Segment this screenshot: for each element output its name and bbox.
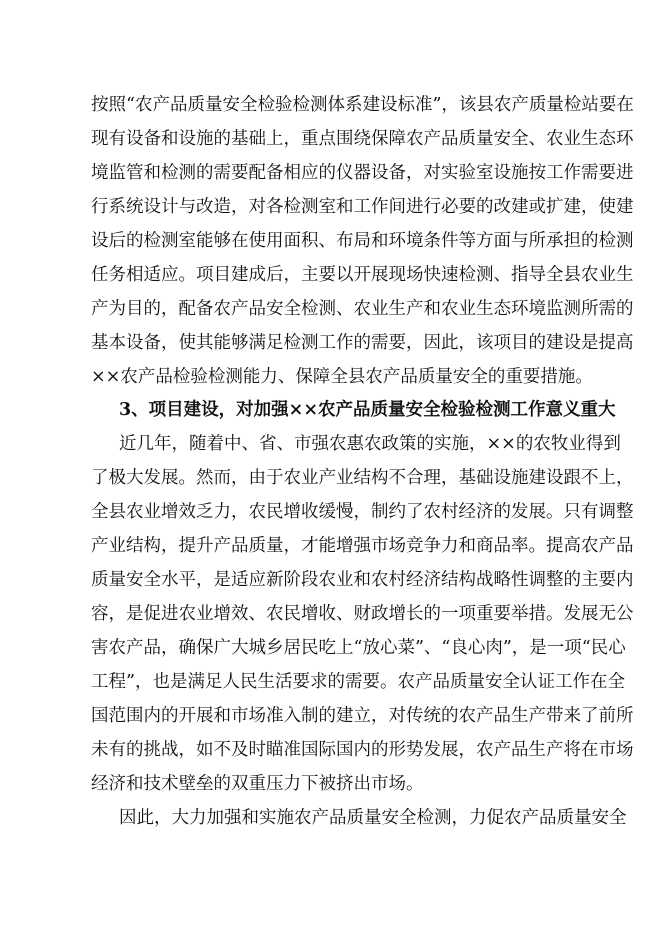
paragraph-line: 设后的检测室能够在使用面积、布局和环境条件等方面与所承担的检测 [91,231,634,251]
paragraph-line: 现有设备和设施的基础上，重点围绕保障农产品质量安全、农业生态环 [91,129,634,149]
paragraph-line: 行系统设计与改造，对各检测室和工作间进行必要的改建或扩建，使建 [91,197,634,217]
paragraph-line: 近几年，随着中、省、市强农惠农政策的实施，××的农牧业得到 [119,434,621,454]
paragraph-line: 质量安全水平，是适应新阶段农业和农村经济结构战略性调整的主要内 [91,570,634,590]
paragraph-line: 未有的挑战，如不及时瞄准国际国内的形势发展，农产品生产将在市场 [91,740,634,760]
paragraph-line: 全县农业增效乏力，农民增收缓慢，制约了农村经济的发展。只有调整 [91,502,634,522]
paragraph-line: 按照“农产品质量安全检验检测体系建设标准”，该县农产质量检站要在 [91,95,634,115]
paragraph-line: 产为目的，配备农产品安全检测、农业生产和农业生态环境监测所需的 [91,299,634,319]
paragraph-line: 境监管和检测的需要配备相应的仪器设备，对实验室设施按工作需要进 [91,163,634,183]
paragraph-line: ××农产品检验检测能力、保障全县农产品质量安全的重要措施。 [91,367,593,387]
paragraph-line: 容，是促进农业增效、农民增收、财政增长的一项重要举措。发展无公 [91,604,634,624]
paragraph-line: 基本设备，使其能够满足检测工作的需要，因此，该项目的建设是提高 [91,333,634,353]
paragraph-line: 任务相适应。项目建成后，主要以开展现场快速检测、指导全县农业生 [91,265,634,285]
section-heading: 3、项目建设，对加强××农产品质量安全检验检测工作意义重大 [119,400,616,420]
paragraph-line: 国范围内的开展和市场准入制的建立，对传统的农产品生产带来了前所 [91,706,634,726]
paragraph-line: 产业结构，提升产品质量，才能增强市场竞争力和商品率。提高农产品 [91,536,634,556]
paragraph-line: 经济和技术壁垒的双重压力下被挤出市场。 [91,774,424,794]
paragraph-line: 因此，大力加强和实施农产品质量安全检测，力促农产品质量安全 [119,808,627,828]
paragraph-line: 工程”，也是满足人民生活要求的需要。农产品质量安全认证工作在全 [91,672,625,692]
paragraph-line: 害农产品，确保广大城乡居民吃上“放心菜”、“良心肉”，是一项“民心 [91,638,626,658]
paragraph-line: 了极大发展。然而，由于农业产业结构不合理，基础设施建设跟不上， [91,468,634,488]
